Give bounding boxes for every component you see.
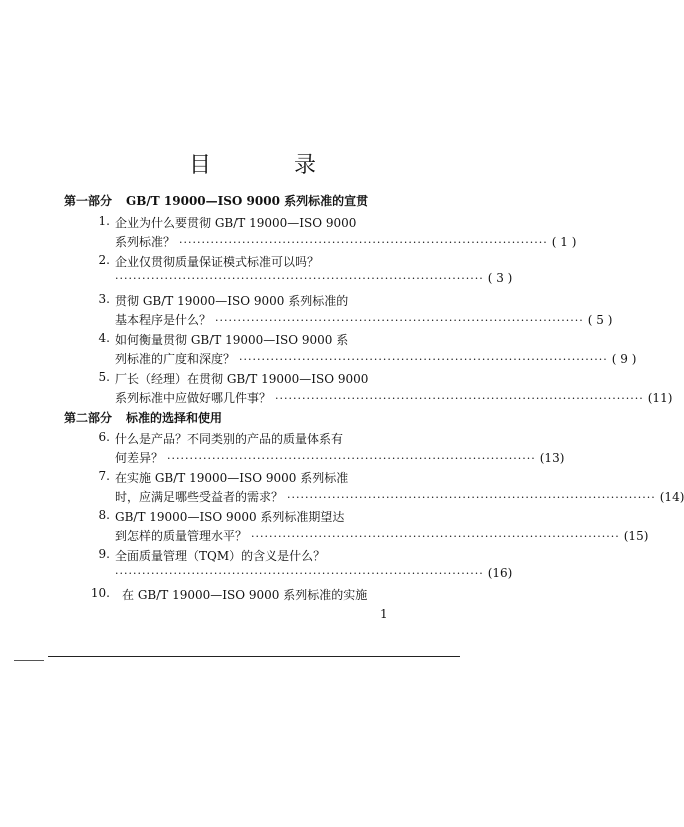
- toc-entry-leader[interactable]: [115, 311, 613, 328]
- entry-title-line1: 全面质量管理（TQM）的含义是什么？: [115, 549, 326, 563]
- entry-number: 4.: [98, 331, 110, 345]
- page-ref: (14): [659, 490, 684, 504]
- entry-number: 6.: [98, 430, 110, 444]
- page-ref: ( 3 ): [487, 271, 513, 285]
- footer-rule: [48, 656, 460, 657]
- part-title: 标准的选择和使用: [126, 411, 223, 425]
- page-ref: ( 1 ): [551, 235, 577, 249]
- toc-entry-leader[interactable]: [115, 233, 577, 250]
- toc-entry-leader[interactable]: [115, 488, 684, 505]
- entry-title-line1: 厂长（经理）在贯彻 GB/T 19000—ISO 9000: [115, 372, 369, 386]
- part-heading-1: [64, 192, 368, 209]
- entry-number: 9.: [98, 547, 110, 561]
- entry-title-line2: 时，应满足哪些受益者的需求？: [115, 490, 284, 504]
- page-ref: (16): [487, 566, 513, 580]
- toc-entry-leader[interactable]: [115, 350, 637, 367]
- dot-leader: ··················································································: [239, 353, 608, 366]
- entry-title-line1: GB/T 19000—ISO 9000 系列标准期望达: [115, 510, 345, 524]
- toc-entry-leader[interactable]: [115, 527, 649, 544]
- entry-title-line2: 何差异？: [115, 451, 164, 465]
- dot-leader: ··················································································: [215, 314, 584, 327]
- entry-title-line2: 系列标准？: [115, 235, 176, 249]
- entry-number: 8.: [98, 508, 110, 522]
- page-title: 目 录: [189, 153, 354, 178]
- scan-mark: [14, 660, 44, 661]
- entry-title-line2: 基本程序是什么？: [115, 313, 212, 327]
- entry-title-line2: 系列标准中应做好哪几件事？: [115, 391, 272, 405]
- entry-title-line2: 列标准的广度和深度？: [115, 352, 236, 366]
- entry-title-line1: 企业为什么要贯彻 GB/T 19000—ISO 9000: [115, 216, 357, 230]
- dot-leader: ··················································································: [115, 567, 484, 580]
- dot-leader: ··················································································: [275, 392, 644, 405]
- entry-number: 2.: [98, 253, 110, 267]
- dot-leader: ··················································································: [115, 272, 484, 285]
- page-ref: (11): [647, 391, 673, 405]
- part-label: 第二部分: [64, 411, 113, 425]
- toc-entry-leader[interactable]: [115, 566, 513, 580]
- entry-number: 3.: [98, 292, 110, 306]
- part-label: 第一部分: [64, 194, 113, 208]
- dot-leader: ··················································································: [251, 530, 620, 543]
- part-heading-2: [64, 409, 222, 426]
- entry-title-line1: 在实施 GB/T 19000—ISO 9000 系列标准: [115, 471, 349, 485]
- entry-number: 1.: [98, 214, 110, 228]
- entry-number: 7.: [98, 469, 110, 483]
- page-ref: ( 9 ): [611, 352, 637, 366]
- entry-number: 10.: [90, 586, 110, 600]
- page-ref: ( 5 ): [587, 313, 613, 327]
- part-title: GB/T 19000—ISO 9000 系列标准的宣贯: [126, 194, 369, 208]
- page-number: 1: [380, 607, 388, 621]
- toc-entry-leader[interactable]: [115, 449, 565, 466]
- entry-title-line1: 企业仅贯彻质量保证模式标准可以吗？: [115, 255, 320, 269]
- entry-number: 5.: [98, 370, 110, 384]
- dot-leader: ··················································································: [287, 491, 656, 504]
- entry-title-line1: 在 GB/T 19000—ISO 9000 系列标准的实施: [122, 588, 368, 602]
- entry-title-line1: 如何衡量贯彻 GB/T 19000—ISO 9000 系: [115, 333, 349, 347]
- toc-entry-leader[interactable]: [115, 271, 513, 285]
- entry-title-line2: 到怎样的质量管理水平？: [115, 529, 248, 543]
- page-ref: (15): [623, 529, 649, 543]
- dot-leader: ··················································································: [167, 452, 536, 465]
- dot-leader: ··················································································: [179, 236, 548, 249]
- entry-title-line1: 什么是产品？不同类别的产品的质量体系有: [115, 432, 344, 446]
- toc-entry-leader[interactable]: [115, 389, 673, 406]
- page-ref: (13): [539, 451, 565, 465]
- entry-title-line1: 贯彻 GB/T 19000—ISO 9000 系列标准的: [115, 294, 349, 308]
